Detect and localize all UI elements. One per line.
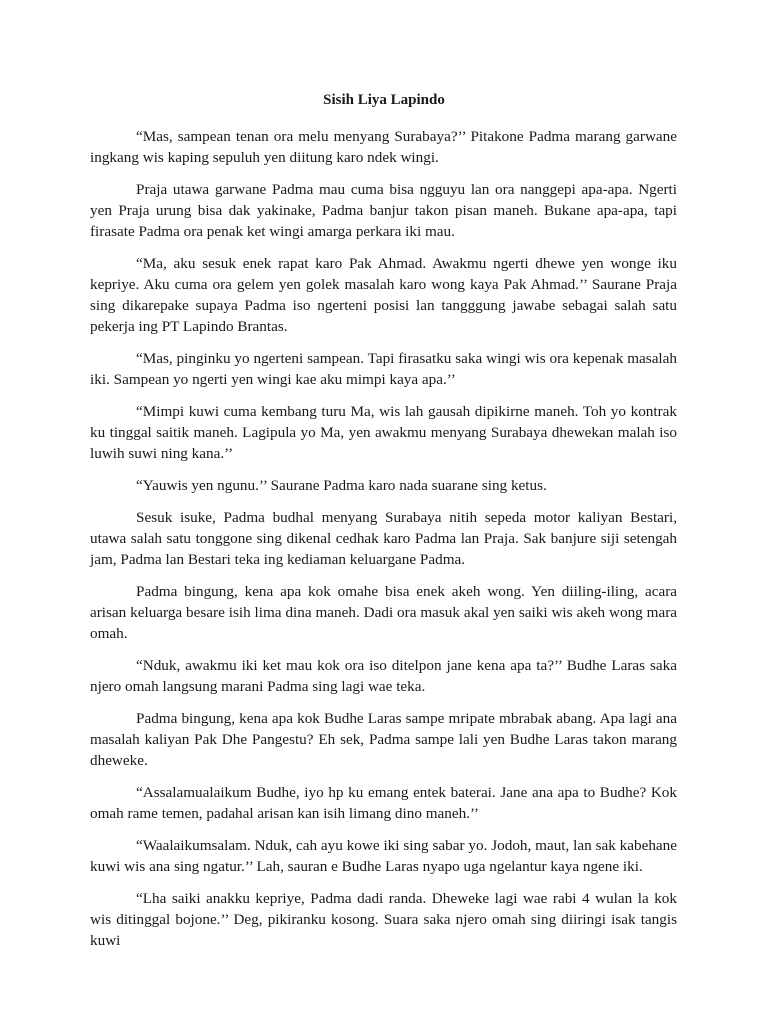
- paragraph: “Assalamualaikum Budhe, iyo hp ku emang entek baterai. Jane ana apa to Budhe? Kok omah rame temen, padahal arisan kan isih limang dino maneh.’’: [90, 784, 677, 822]
- paragraph: “Nduk, awakmu iki ket mau kok ora iso ditelpon jane kena apa ta?’’ Budhe Laras saka njero omah langsung marani Padma sing lagi wae teka.: [90, 657, 677, 695]
- paragraph: “Mimpi kuwi cuma kembang turu Ma, wis lah gausah dipikirne maneh. Toh yo kontrak ku tinggal saitik maneh. Lagipula yo Ma, yen awakmu menyang Surabaya dhewekan malah iso luwih suwi ning kana.’’: [90, 403, 677, 462]
- document-title: Sisih Liya Lapindo: [323, 92, 445, 108]
- paragraph: Padma bingung, kena apa kok omahe bisa enek akeh wong. Yen diiling-iling, acara arisan keluarga besare isih lima dina maneh. Dadi ora masuk akal yen saiki wis akeh wong mara omah.: [90, 583, 677, 642]
- paragraph: Praja utawa garwane Padma mau cuma bisa ngguyu lan ora nanggepi apa-apa. Ngerti yen Praja urung bisa dak yakinake, Padma banjur takon pisan maneh. Bukane apa-apa, tapi firasate Padma ora penak ket wingi amarga perkara iki mau.: [90, 181, 677, 240]
- document-body: [90, 126, 677, 962]
- paragraph: “Ma, aku sesuk enek rapat karo Pak Ahmad. Awakmu ngerti dhewe yen wonge iku kepriye. Aku cuma ora gelem yen golek masalah karo wong kaya Pak Ahmad.’’ Saurane Praja sing dikarepake supaya Padma iso ngerteni posisi lan tangggung jawabe sebagai salah satu pekerja ing PT Lapindo Brantas.: [90, 255, 677, 335]
- paragraph: “Mas, sampean tenan ora melu menyang Surabaya?’’ Pitakone Padma marang garwane ingkang wis kaping sepuluh yen diitung karo ndek wingi.: [90, 128, 677, 166]
- paragraph: “Lha saiki anakku kepriye, Padma dadi randa. Dheweke lagi wae rabi 4 wulan la kok wis ditinggal bojone.’’ Deg, pikiranku kosong. Suara saka njero omah sing diiringi isak tangis kuwi: [90, 890, 677, 949]
- paragraph: Sesuk isuke, Padma budhal menyang Surabaya nitih sepeda motor kaliyan Bestari, utawa salah satu tonggone sing dikenal cedhak karo Padma lan Praja. Sak banjure siji setengah jam, Padma lan Bestari teka ing kediaman keluargane Padma.: [90, 509, 677, 568]
- paragraph: Padma bingung, kena apa kok Budhe Laras sampe mripate mbrabak abang. Apa lagi ana masalah kaliyan Pak Dhe Pangestu? Eh sek, Padma sampe lali yen Budhe Laras takon marang dheweke.: [90, 710, 677, 769]
- paragraph: “Waalaikumsalam. Nduk, cah ayu kowe iki sing sabar yo. Jodoh, maut, lan sak kabehane kuwi wis ana sing ngatur.’’ Lah, sauran e Budhe Laras nyapo uga ngelantur kaya ngene iki.: [90, 837, 677, 875]
- paragraph: “Mas, pinginku yo ngerteni sampean. Tapi firasatku saka wingi wis ora kepenak masalah iki. Sampean yo ngerti yen wingi kae aku mimpi kaya apa.’’: [90, 350, 677, 388]
- paragraph: “Yauwis yen ngunu.’’ Saurane Padma karo nada suarane sing ketus.: [136, 477, 547, 494]
